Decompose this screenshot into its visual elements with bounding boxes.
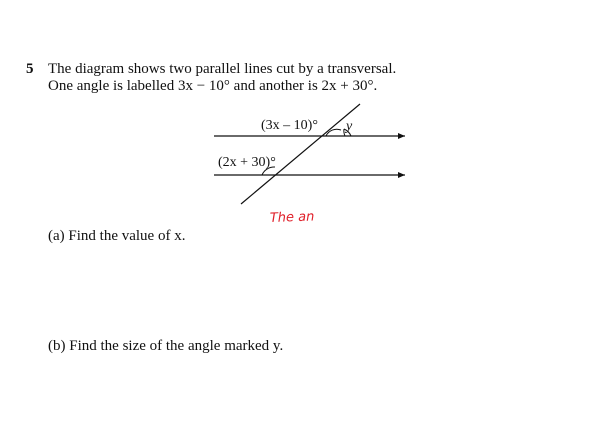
handwritten-annotation-text: The an (269, 209, 315, 226)
lower-angle-label: (2x + 30)° (218, 155, 276, 170)
question-number: 5 (26, 61, 34, 77)
y-angle-arc (344, 129, 345, 136)
handwritten-annotation (270, 209, 315, 226)
part-a-question: (a) Find the value of x. (48, 228, 186, 244)
y-angle-label: y (346, 119, 353, 134)
question-stem-line-1: The diagram shows two parallel lines cut by a transversal. (48, 61, 397, 77)
upper-angle-label: (3x – 10)° (261, 118, 318, 133)
part-b-question: (b) Find the size of the angle marked y. (48, 338, 284, 354)
question-stem-line-2: One angle is labelled 3x − 10° and another is 2x + 30°. (48, 78, 378, 94)
